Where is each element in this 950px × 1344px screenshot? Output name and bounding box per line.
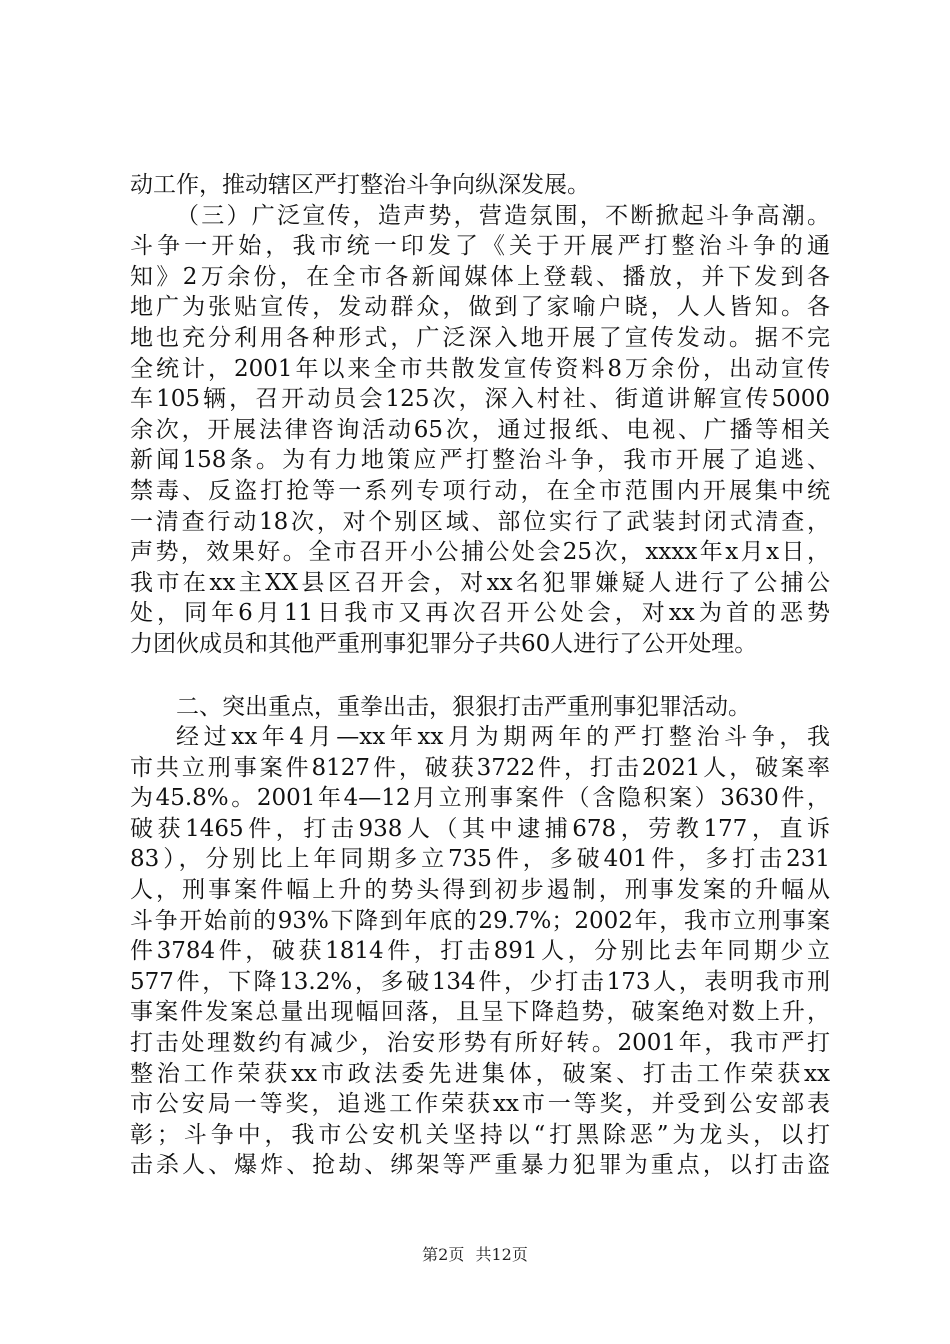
text-line: 全统计，2001年以来全市共散发宣传资料8万余份，出动宣传 [130,355,830,382]
text-line: 打击处理数约有减少，治安形势有所好转。2001年，我市严打 [130,1030,830,1057]
text-line: 事案件发案总量出现幅回落，且呈下降趋势，破案绝对数上升， [130,999,830,1026]
text-line: 整治工作荣获xx市政法委先进集体，破案、打击工作荣获xx [130,1060,830,1087]
paragraph-3 [130,722,830,1181]
text-line: 余次，开展法律咨询活动65次，通过报纸、电视、广播等相关 [130,416,830,443]
paragraph-1 [130,170,830,201]
text-line: 一清查行动18次，对个别区域、部位实行了武装封闭式清查， [130,508,830,535]
text-line: 地广为张贴宣传，发动群众，做到了家喻户晓，人人皆知。各 [130,294,830,321]
paragraph-2 [130,201,830,660]
text-line: 经过xx年4月—xx年xx月为期两年的严打整治斗争，我 [176,724,830,751]
text-line: 市共立刑事案件8127件，破获3722件，打击2021人，破案率 [130,754,830,781]
text-line: 破获1465件，打击938人（其中逮捕678，劳教177，直诉 [130,815,830,842]
text-line: 我市在xx主XX县区召开会，对xx名犯罪嫌疑人进行了公捕公 [130,569,830,596]
page-total: 共12页 [475,1245,528,1264]
text-line: 知》2万余份，在全市各新闻媒体上登载、播放，并下发到各 [130,263,830,290]
text-line: 处，同年6月11日我市又再次召开公处会，对xx为首的恶势 [130,600,830,627]
text-line: 禁毒、反盗打抢等一系列专项行动，在全市范围内开展集中统 [130,477,830,504]
text-line: 件3784件，破获1814件，打击891人，分别比去年同期少立 [130,938,830,965]
text-line: 新闻158条。为有力地策应严打整治斗争，我市开展了追逃、 [130,447,830,474]
text-line: 83），分别比上年同期多立735件，多破401件，多打击231 [130,846,830,873]
document-body [130,170,830,1181]
text-line: 地也充分利用各种形式，广泛深入地开展了宣传发动。据不完 [130,324,830,351]
text-line: 人，刑事案件幅上升的势头得到初步遏制，刑事发案的升幅从 [130,877,830,904]
page-number: 第2页 [422,1245,465,1264]
text-line: 为45.8%。2001年4—12月立刑事案件（含隐积案）3630件， [130,785,830,812]
text-line: 斗争开始前的93%下降到年底的29.7%；2002年，我市立刑事案 [130,907,830,934]
paragraph-gap [130,660,830,692]
text-line: 市公安局一等奖，追逃工作荣获xx市一等奖，并受到公安部表 [130,1091,830,1118]
page-footer [0,1245,950,1265]
text-line: 击杀人、爆炸、抢劫、绑架等严重暴力犯罪为重点，以打击盗 [130,1152,830,1179]
section-heading: 二、突出重点，重拳出击，狠狠打击严重刑事犯罪活动。 [176,693,751,720]
text-line: 彰；斗争中，我市公安机关坚持以“打黑除恶”为龙头，以打 [130,1121,830,1148]
text-line: 力团伙成员和其他严重刑事犯罪分子共60人进行了公开处理。 [130,630,758,657]
text-line: 车105辆，召开动员会125次，深入村社、街道讲解宣传5000 [130,386,830,413]
text-line: 斗争一开始，我市统一印发了《关于开展严打整治斗争的通 [130,233,830,260]
text-line: 声势，效果好。全市召开小公捕公处会25次，xxxx年x月x日， [130,539,830,566]
text-line: 动工作，推动辖区严打整治斗争向纵深发展。 [130,172,590,198]
text-line: （三）广泛宣传，造声势，营造氛围，不断掀起斗争高潮。 [176,202,830,229]
text-line: 577件，下降13.2%，多破134件，少打击173人，表明我市刑 [130,968,830,995]
